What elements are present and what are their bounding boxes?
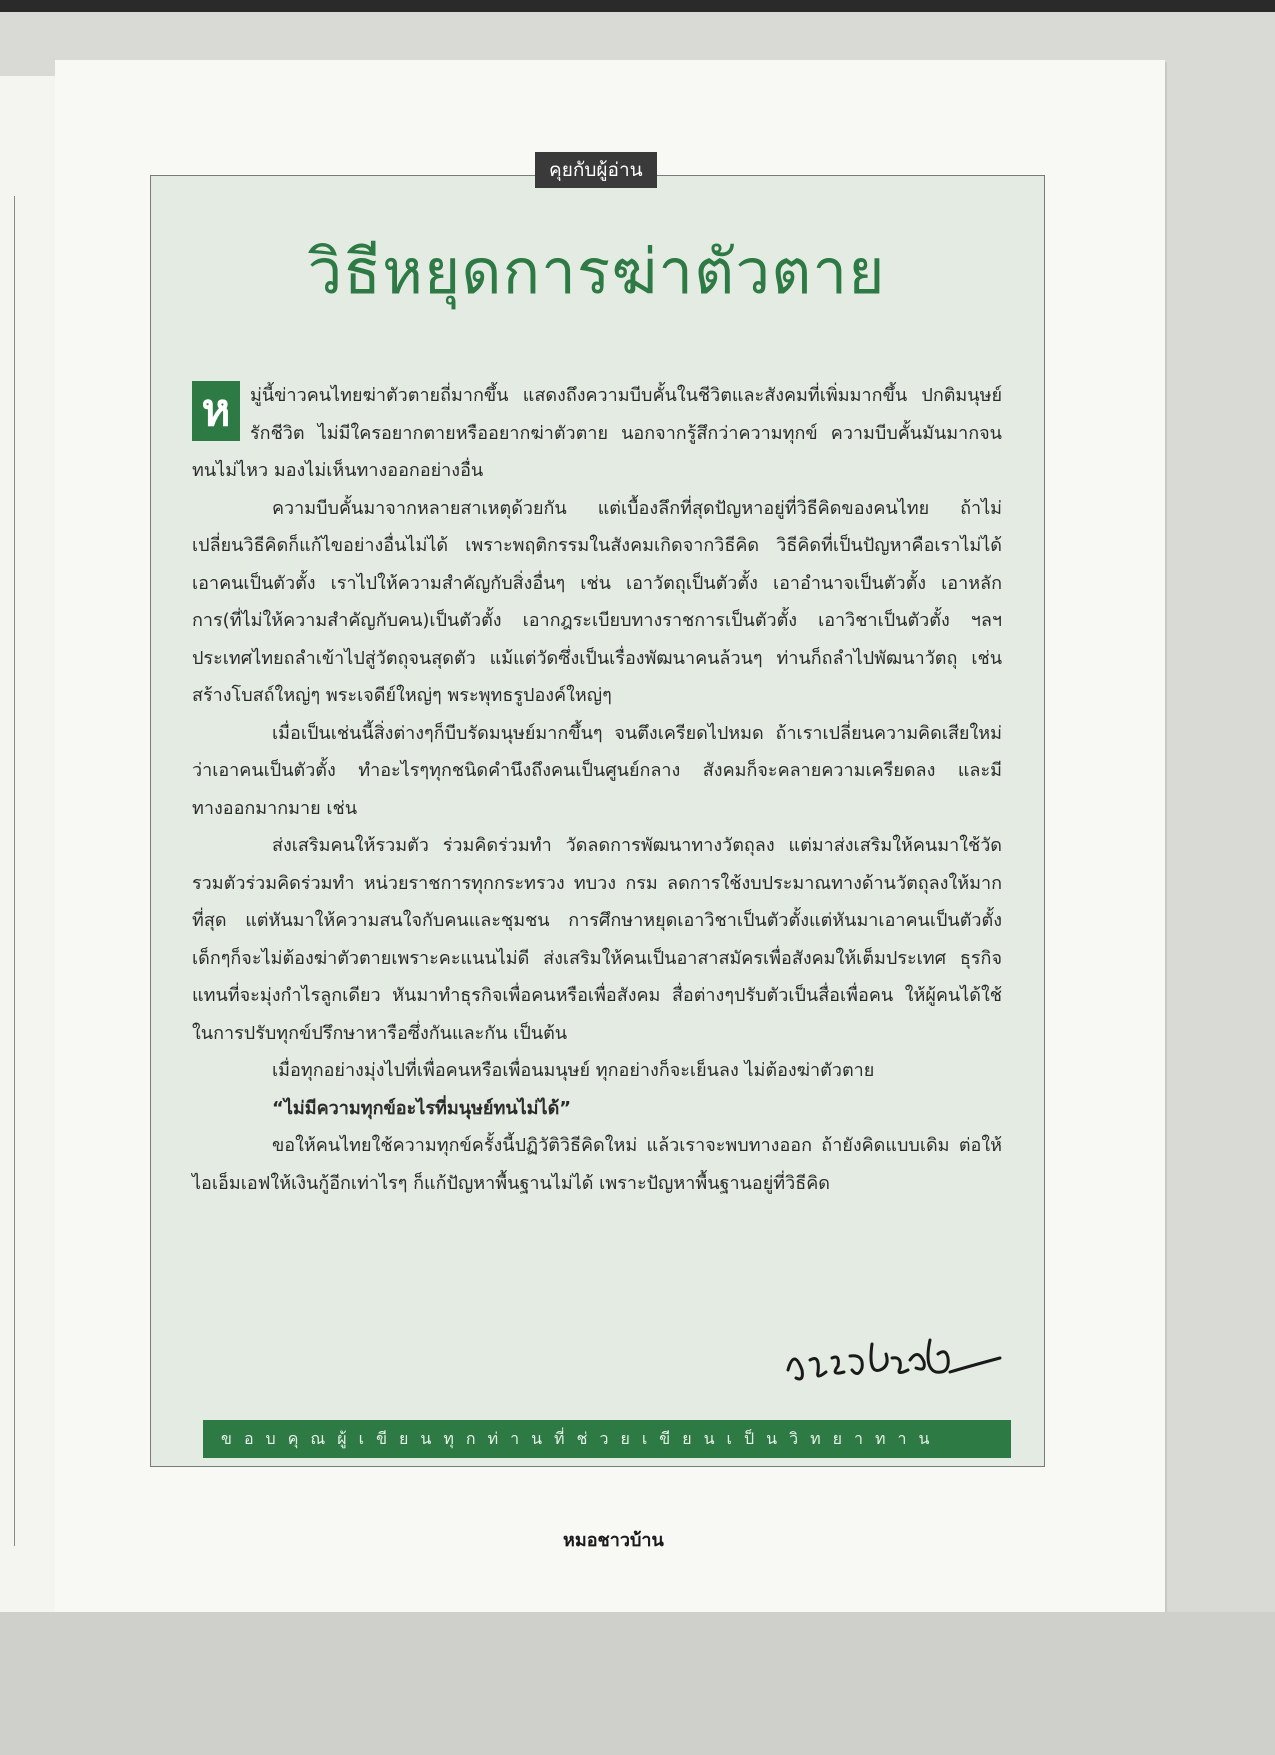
previous-page-border [0,196,15,1546]
handwritten-signature [780,1330,1010,1400]
pull-quote: “ไม่มีความทุกข์อะไรที่มนุษย์ทนไม่ได้” [272,1097,572,1119]
article-title: วิธีหยุดการฆ่าตัวตาย [307,235,886,308]
scan-edge [0,0,1275,12]
magazine-name: หมอชาวบ้าน [563,1530,664,1551]
scan-background [0,1612,1275,1755]
closing-paragraph: ขอให้คนไทยใช้ความทุกข์ครั้งนี้ปฏิวัติวิธีคิดใหม่ แล้วเราจะพบทางออก ถ้ายังคิดแบบเดิม ต่อให้ไอเอ็มเอฟให้เงินกู้อีกเท่าไรๆ ก็แก้ปัญหาพื้นฐานไม่ได้ เพราะปัญหาพื้นฐานอยู่ที่วิธีคิด [192,1135,1002,1194]
paragraph: เมื่อทุกอย่างมุ่งไปที่เพื่อคนหรือเพื่อนมนุษย์ ทุกอย่างก็จะเย็นลง ไม่ต้องฆ่าตัวตาย [272,1060,875,1081]
section-label: คุยกับผู้อ่าน [535,152,657,188]
paragraph: ส่งเสริมคนให้รวมตัว ร่วมคิดร่วมทำ วัดลดการพัฒนาทางวัตถุลง แต่มาส่งเสริมให้คนมาใช้วัดรวมตัวร่วมคิดร่วมทำ หน่วยราชการทุกกระทรวง ทบวง กรม ลดการใช้งบประมาณทางด้านวัตถุลงให้มากที่สุด แต่หันมาให้ความสนใจกับคนและชุมชน การศึกษาหยุดเอาวิชาเป็นตัวตั้งแต่หันมาเอาคนเป็นตัวตั้ง เด็กๆก็จะไม่ต้องฆ่าตัวตายเพราะคะแนนไม่ดี ส่งเสริมให้คนเป็นอาสาสมัครเพื่อสังคมให้เต็มประเทศ ธุรกิจแทนที่จะมุ่งกำไรลูกเดียว หันมาทำธุรกิจเพื่อคนหรือเพื่อสังคม สื่อต่างๆปรับตัวเป็นสื่อเพื่อคน ให้ผู้คนได้ใช้ในการปรับทุกข์ปรึกษาหารือซึ่งกันและกัน เป็นต้น [192,835,1002,1044]
footer-banner: ขอบคุณผู้เขียนทุกท่านที่ช่วยเขียนเป็นวิทยาทาน [203,1420,1011,1458]
article-body [192,377,1002,1202]
drop-cap: ห [192,381,240,441]
paragraph: เมื่อเป็นเช่นนี้สิ่งต่างๆก็บีบรัดมนุษย์มากขึ้นๆ จนตึงเครียดไปหมด ถ้าเราเปลี่ยนความคิดเสียใหม่ว่าเอาคนเป็นตัวตั้ง ทำอะไรๆทุกชนิดคำนึงถึงคนเป็นศูนย์กลาง สังคมก็จะคลายความเครียดลง และมีทางออกมากมาย เช่น [192,722,1002,819]
first-paragraph [192,377,1002,490]
first-paragraph-text: มู่นี้ข่าวคนไทยฆ่าตัวตายถี่มากขึ้น แสดงถึงความบีบคั้นในชีวิตและสังคมที่เพิ่มมากขึ้น ปกติมนุษย์รักชีวิต ไม่มีใครอยากตายหรืออยากฆ่าตัวตาย นอกจากรู้สึกว่าความทุกข์ ความบีบคั้นมันมากจนทนไม่ไหว มองไม่เห็นทางออกอย่างอื่น [192,385,1002,481]
paragraph: ความบีบคั้นมาจากหลายสาเหตุด้วยกัน แต่เบื้องลึกที่สุดปัญหาอยู่ที่วิธีคิดของคนไทย ถ้าไม่เปลี่ยนวิธีคิดก็แก้ไขอย่างอื่นไม่ได้ เพราะพฤติกรรมในสังคมเกิดจากวิธีคิด วิธีคิดที่เป็นปัญหาคือเราไม่ได้เอาคนเป็นตัวตั้ง เราไปให้ความสำคัญกับสิ่งอื่นๆ เช่น เอาวัตถุเป็นตัวตั้ง เอาอำนาจเป็นตัวตั้ง เอาหลักการ(ที่ไม่ให้ความสำคัญกับคน)เป็นตัวตั้ง เอากฎระเบียบทางราชการเป็นตัวตั้ง เอาวิชาเป็นตัวตั้ง ฯลฯ ประเทศไทยถลำเข้าไปสู่วัตถุจนสุดตัว แม้แต่วัดซึ่งเป็นเรื่องพัฒนาคนล้วนๆ ท่านก็ถลำไปพัฒนาวัตถุ เช่น สร้างโบสถ์ใหญ่ๆ พระเจดีย์ใหญ่ๆ พระพุทธรูปองค์ใหญ่ๆ [192,497,1002,706]
